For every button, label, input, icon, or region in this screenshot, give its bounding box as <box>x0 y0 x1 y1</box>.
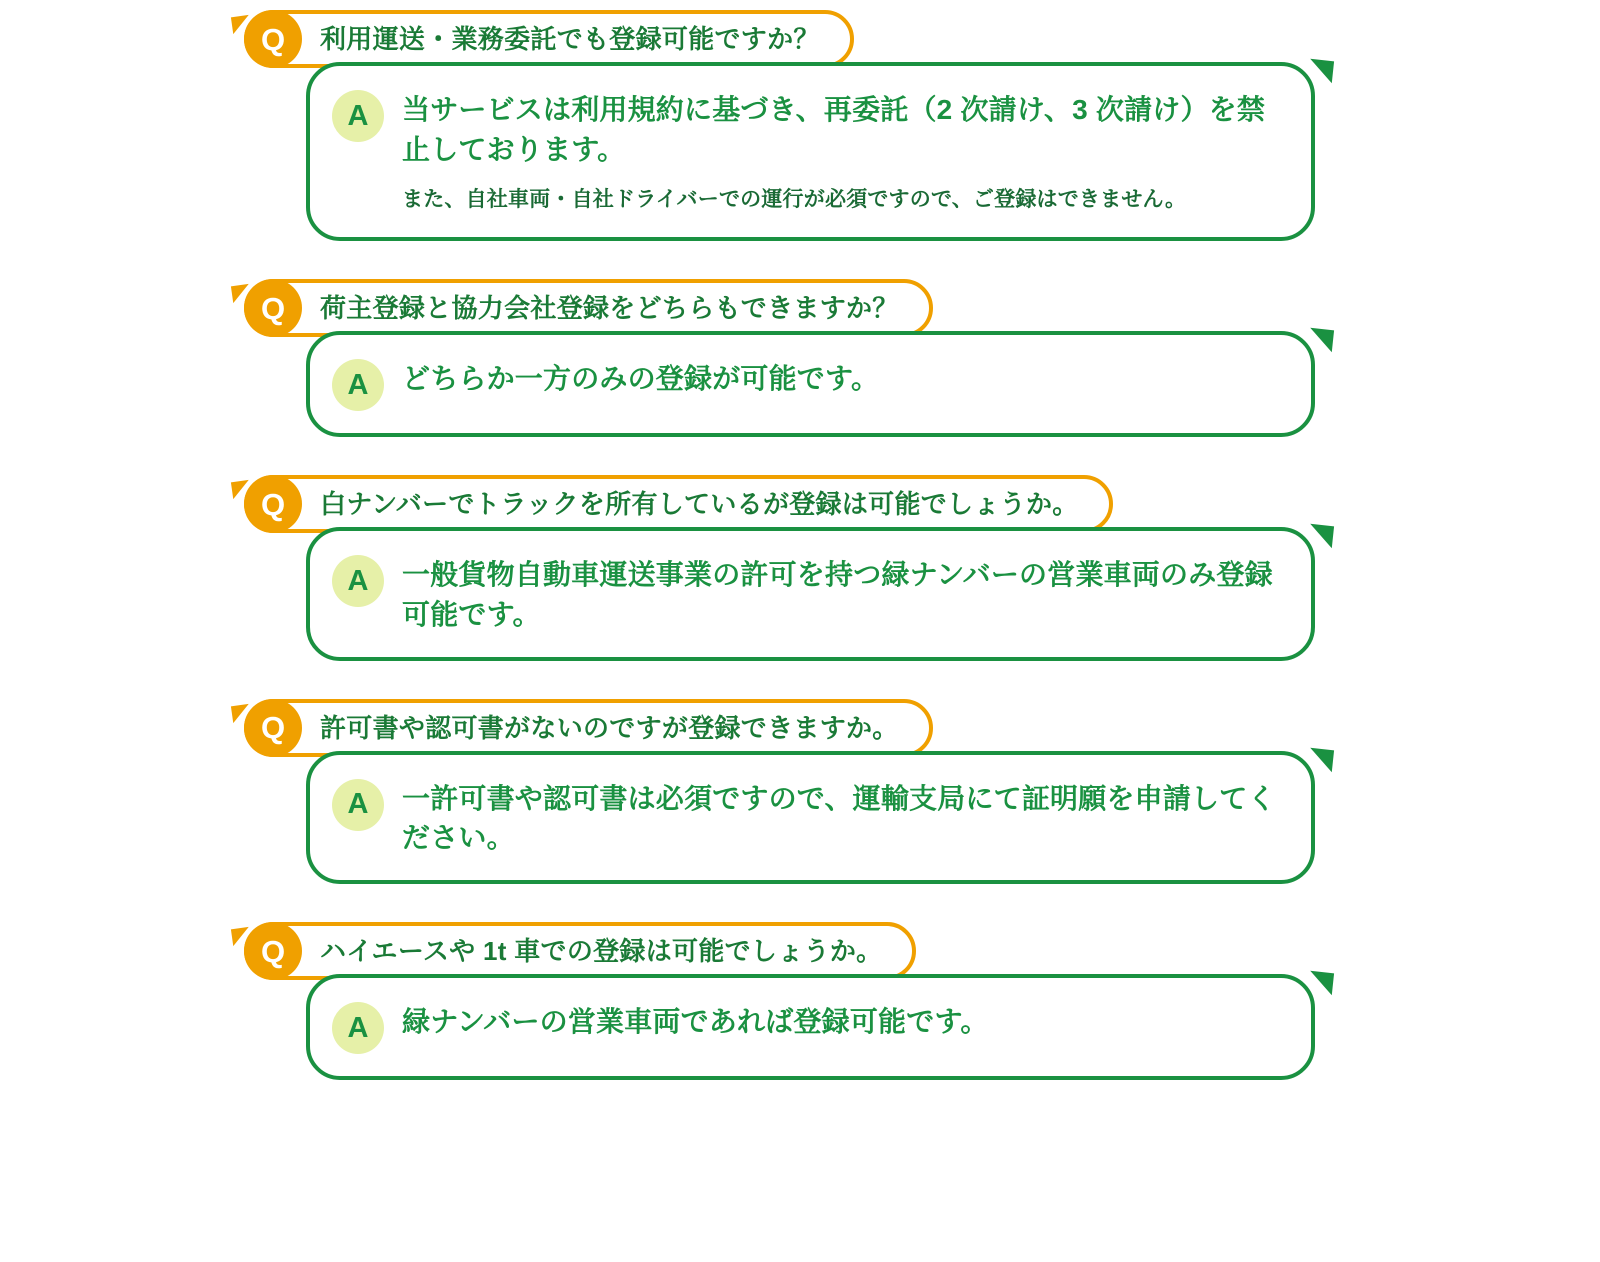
answer-body <box>384 88 1277 215</box>
answer-sub-text: また、自社車両・自社ドライバーでの運行が必須ですので、ご登録はできません。 <box>402 187 1187 211</box>
faq-answer <box>306 974 1315 1080</box>
answer-main-text: 一般貨物自動車運送事業の許可を持つ緑ナンバーの営業車両のみ登録可能です。 <box>402 559 1273 630</box>
answer-main-text: 緑ナンバーの営業車両であれば登録可能です。 <box>402 1006 989 1037</box>
answer-main-text: どちらか一方のみの登録が可能です。 <box>402 363 880 394</box>
answer-badge: A <box>332 1002 384 1054</box>
faq-answer <box>306 751 1315 885</box>
faq-answer <box>306 62 1315 241</box>
faq-item <box>0 10 1600 241</box>
question-badge: Q <box>244 10 302 68</box>
answer-main-text: 一許可書や認可書は必須ですので、運輸支局にて証明願を申請してください。 <box>402 782 1276 854</box>
faq-question <box>244 699 933 757</box>
faq-item <box>0 279 1600 437</box>
question-badge: Q <box>244 279 302 337</box>
question-text: ハイエースや 1t 車での登録は可能でしょうか。 <box>320 936 883 966</box>
question-text: 白ナンバーでトラックを所有しているが登録は可能でしょうか。 <box>320 489 1079 519</box>
faq-answer <box>306 527 1315 661</box>
answer-body <box>384 553 1277 635</box>
answer-body <box>384 357 879 399</box>
faq-item <box>0 475 1600 661</box>
faq-question <box>244 475 1113 533</box>
answer-badge: A <box>332 359 384 411</box>
question-text: 利用運送・業務委託でも登録可能ですか？ <box>320 24 820 54</box>
faq-item <box>0 699 1600 885</box>
question-badge: Q <box>244 922 302 980</box>
answer-badge: A <box>332 90 384 142</box>
faq-question <box>244 10 854 68</box>
faq-question <box>244 922 916 980</box>
answer-badge: A <box>332 555 384 607</box>
question-text: 許可書や認可書がないのですが登録できますか。 <box>320 712 899 743</box>
answer-body <box>384 1000 989 1042</box>
answer-body <box>384 777 1277 859</box>
faq-answer <box>306 331 1315 437</box>
question-text: 荷主登録と協力会社登録をどちらもできますか？ <box>320 293 899 323</box>
answer-badge: A <box>332 779 384 831</box>
faq-question <box>244 279 933 337</box>
faq-item <box>0 922 1600 1080</box>
question-badge: Q <box>244 699 302 757</box>
question-badge: Q <box>244 475 302 533</box>
answer-main-text: 当サービスは利用規約に基づき、再委託（2 次請け、3 次請け）を禁止しております。 <box>402 94 1266 165</box>
